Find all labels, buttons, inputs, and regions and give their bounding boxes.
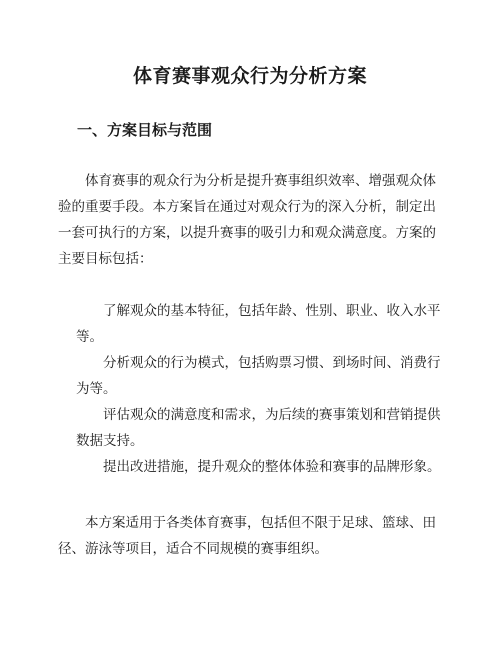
section-heading: 一、方案目标与范围 bbox=[77, 121, 213, 139]
document-title: 体育赛事观众行为分析方案 bbox=[132, 65, 367, 87]
intro-paragraph: 体育赛事的观众行为分析是提升赛事组织效率、增强观众体验的重要手段。本方案旨在通过对观众行为的深入分析，制定出一套可执行的方案，以提升赛事的吸引力和观众满意度。方案的主要目标包括： bbox=[58, 173, 436, 267]
goal-item: 提出改进措施，提升观众的整体体验和赛事的品牌形象。 bbox=[103, 459, 441, 475]
goal-item: 评估观众的满意度和需求，为后续的赛事策划和营销提供数据支持。 bbox=[76, 407, 441, 449]
scope-paragraph: 本方案适用于各类体育赛事，包括但不限于足球、篮球、田径、游泳等项目，适合不同规模的赛事组织。 bbox=[58, 515, 436, 557]
goal-item: 了解观众的基本特征，包括年龄、性别、职业、收入水平等。 bbox=[76, 303, 441, 345]
goal-item: 分析观众的行为模式，包括购票习惯、到场时间、消费行为等。 bbox=[76, 355, 441, 397]
